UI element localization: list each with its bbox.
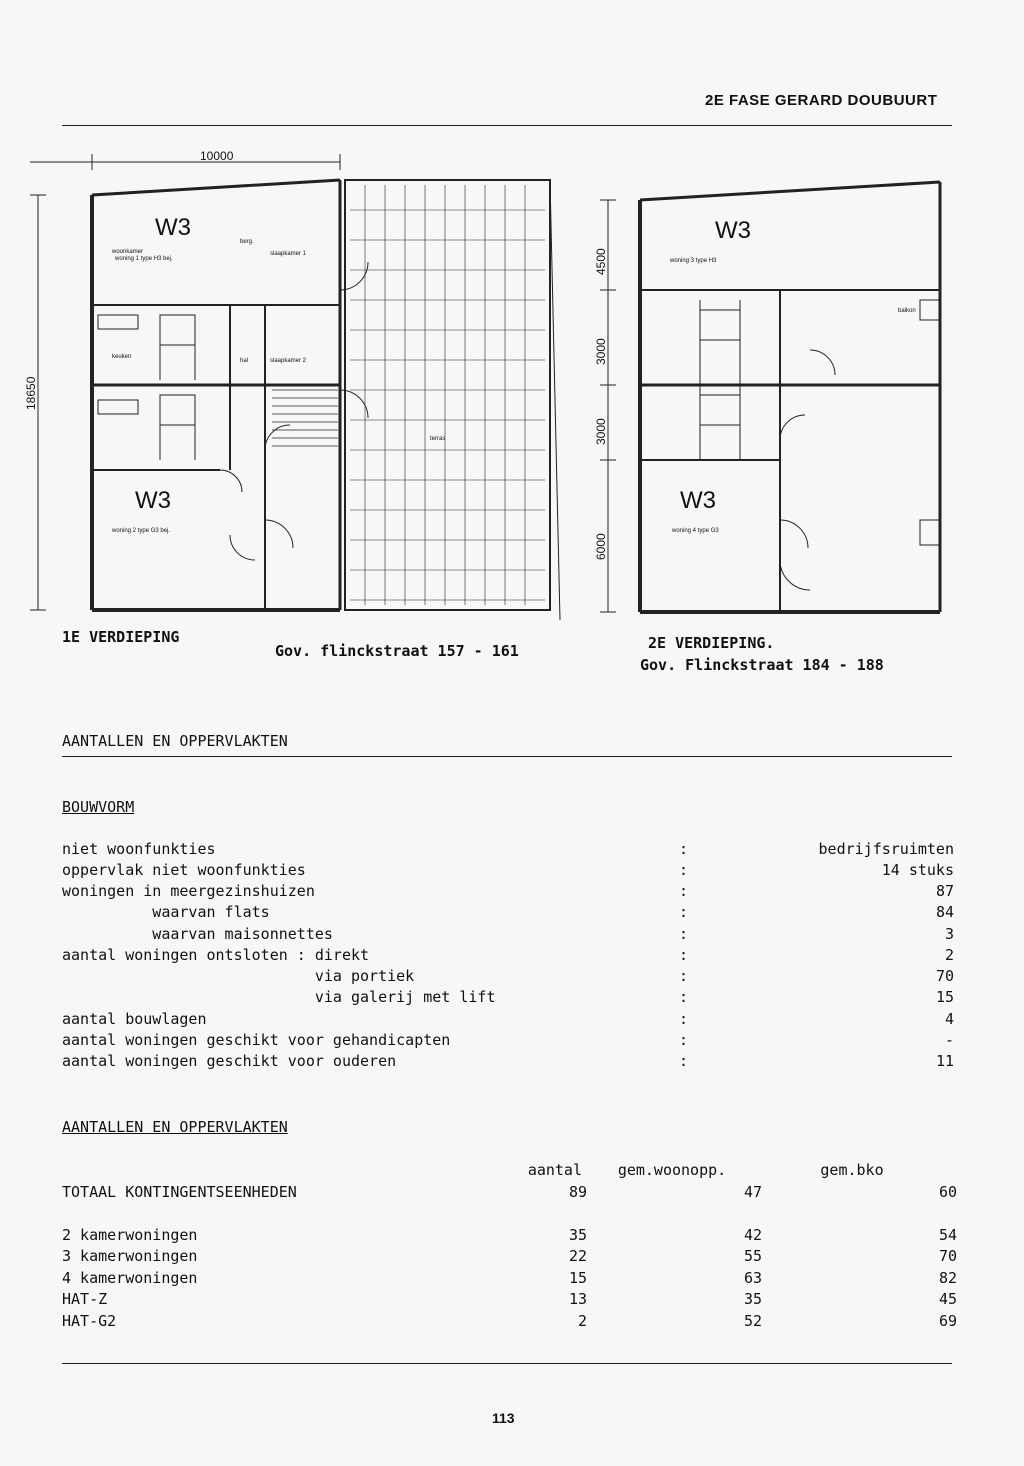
plan-left-unit-top: W3 [155,214,191,241]
page-header-title: 2E FASE GERARD DOUBUURT [705,92,938,109]
bouwvorm-heading: BOUWVORM [62,798,135,816]
bouwvorm-row: oppervlak niet woonfunkties : 14 stuks [62,861,954,879]
kontingent-table [62,1161,962,1333]
table-row: 4 kamerwoningen 15 63 82 [62,1268,957,1287]
plan-right-unit-bottom-sub: woning 4 type G3 [672,528,719,534]
room-label-keuken: keuken [112,354,132,360]
plan-right-dim-2: 3000 [594,338,608,365]
table-header-row [62,1161,962,1183]
bouwvorm-row: via galerij met lift : 15 [62,988,954,1006]
table-row: 2 kamerwoningen 35 42 54 [62,1225,957,1244]
bouwvorm-row: waarvan maisonnettes : 3 [62,925,954,943]
plan-right-unit-top: W3 [715,217,751,244]
plan-right-dim-3: 3000 [594,418,608,445]
floor-plans [20,140,960,630]
table-row-total: TOTAAL KONTINGENTSEENHEDEN 89 47 60 [62,1182,957,1201]
header-rule [62,125,952,126]
plan-right-unit-top-sub: woning 3 type H3 [670,258,717,264]
room-label-berg: berg. [240,239,254,245]
plan-left-dim-side: 18650 [24,376,38,410]
section2-heading: AANTALLEN EN OPPERVLAKTEN [62,1118,288,1136]
room-label-balkon: balkon [898,308,916,314]
room-label-woonkamer: woonkamer [112,249,144,255]
bouwvorm-row: aantal woningen ontsloten : direkt : 2 [62,946,954,964]
footer-rule [62,1363,952,1364]
plan-left-dim-top: 10000 [200,149,234,163]
col-header-aantal: aantal [527,1161,582,1179]
bouwvorm-row: aantal bouwlagen : 4 [62,1010,954,1028]
page-number: 113 [492,1410,515,1426]
table-row: 3 kamerwoningen 22 55 70 [62,1247,957,1265]
bouwvorm-row: aantal woningen geschikt voor gehandicapten : - [62,1031,954,1049]
plan-right-floor-label: 2E VERDIEPING. [648,634,775,652]
plan-left-floor-label: 1E VERDIEPING [62,628,180,646]
plan-left-unit-bottom-sub: woning 2 type G3 bej. [112,528,171,534]
plan-right-dim-4: 6000 [594,533,608,560]
plan-left-unit-bottom: W3 [135,487,171,514]
bouwvorm-row: via portiek : 70 [62,967,954,985]
table-row: HAT-Z 13 35 45 [62,1290,957,1308]
plan-left-unit-top-sub: woning 1 type H3 bej. [115,256,173,262]
section-rule [62,756,952,757]
bouwvorm-row: aantal woningen geschikt voor ouderen : 11 [62,1052,954,1070]
room-label-terras: terras [430,436,446,442]
plan-left-street: Gov. flinckstraat 157 - 161 [275,642,519,660]
plan-right-street: Gov. Flinckstraat 184 - 188 [640,656,884,674]
plan-right-unit-bottom: W3 [680,487,716,514]
section-title-aantallen: AANTALLEN EN OPPERVLAKTEN [62,732,288,750]
bouwvorm-row: woningen in meergezinshuizen : 87 [62,882,954,900]
room-label-slaapkamer-1: slaapkamer 1 [270,251,307,257]
room-label-slaapkamer-2: slaapkamer 2 [270,358,307,364]
room-label-hal: hal [240,358,249,364]
table-row: HAT-G2 2 52 69 [62,1311,957,1330]
bouwvorm-row: waarvan flats : 84 [62,903,954,921]
col-header-bko: gem.bko [820,1161,884,1179]
col-header-woonopp: gem.woonopp. [617,1161,727,1179]
floor-plan-drawing [20,140,960,630]
plan-right-dim-1: 4500 [594,248,608,275]
bouwvorm-row: niet woonfunkties : bedrijfsruimten [62,840,954,858]
